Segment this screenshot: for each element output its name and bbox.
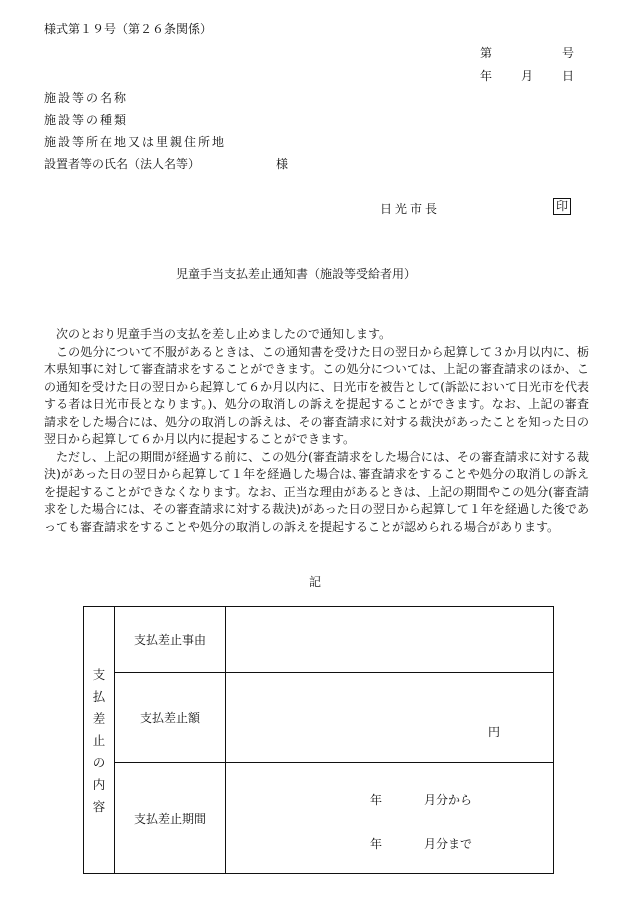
group-label-char: 差 [92,710,106,726]
period-value-cell [226,763,554,874]
date-year: 年 [480,69,493,83]
period-from-month: 月分から [424,793,473,807]
page-title: 児童手当支払差止通知書（施設等受給者用） [176,267,417,281]
reason-value-cell [226,607,554,673]
body-paragraph: この処分について不服があるときは、この通知書を受けた日の翌日から起算して３か月以内に、栃木県知事に対して審査請求をすることができます。この処分については、上記の審査請求のほか、この通知を受けた日の翌日から起算して６か月以内に、日光市を被告として(訴訟において日光市を代表する者は日光市長となります。)、処分の取消しの訴えを提起することができます。なお、上記の審査請求をした場合には、処分の取消しの訴えは、その審査請求に対する裁決があったことを知った日の翌日から起算して６か月以内に提起することができます。 [44,344,589,446]
yen-unit: 円 [488,725,501,739]
group-label-char: 払 [92,688,106,704]
honorific: 様 [276,157,289,171]
group-label [84,666,114,815]
ki-heading: 記 [309,575,322,589]
group-label-char: 容 [92,798,106,814]
suspension-details-table [83,606,554,874]
facility-type-label: 施設等の種類 [44,113,129,127]
facility-name-label: 施設等の名称 [44,91,129,105]
facility-address-label: 施設等所在地又は里親住所地 [44,135,227,149]
period-to-month: 月分まで [424,837,473,851]
group-label-char: 内 [92,776,106,792]
issuer-name: 日光市長 [380,202,441,216]
group-label-cell [84,607,115,874]
body-paragraph: ただし、上記の期間が経過する前に、この処分(審査請求をした場合には、その審査請求に対する裁決)があった日の翌日から起算して１年を経過した場合は､審査請求をすることや処分の取消しの訴えを提起することができなくなります。なお、正当な理由があるときは、上記の期間やこの処分(審査請求をした場合には、その審査請求に対する裁決)があった日の翌日から起算して１年を経過した後であっても審査請求をすることや処分の取消しの訴えを提起することが認められる場合があります。 [44,449,589,534]
establisher-name-label: 設置者等の氏名（法人名等） [44,157,201,171]
period-from-year: 年 [370,793,383,807]
doc-number-dai: 第 [480,46,493,60]
group-label-char: 止 [92,732,106,748]
group-label-char: の [92,754,106,770]
body-paragraph: 次のとおり児童手当の支払を差し止めましたので通知します。 [56,327,392,341]
doc-number-go: 号 [562,46,575,60]
period-to-year: 年 [370,837,383,851]
seal-mark: 印 [553,198,571,215]
date-day: 日 [562,69,575,83]
amount-label: 支払差止額 [115,673,226,763]
period-label: 支払差止期間 [115,763,226,874]
date-month: 月 [521,69,534,83]
form-number: 様式第１９号（第２６条関係） [44,22,213,36]
reason-label: 支払差止事由 [115,607,226,673]
notice-body [44,326,589,536]
group-label-char: 支 [92,666,106,682]
amount-value-cell [226,673,554,763]
